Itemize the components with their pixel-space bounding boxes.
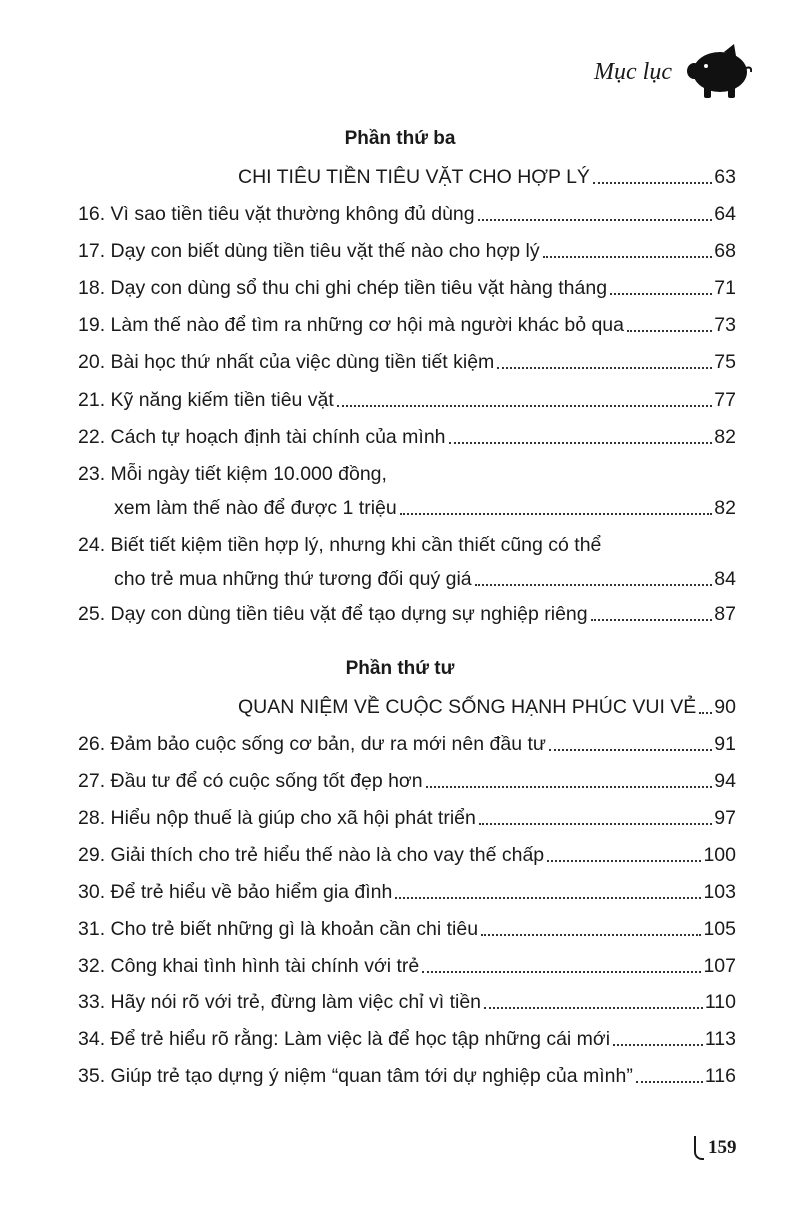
piggy-bank-icon (684, 44, 752, 100)
toc-entry[interactable] (78, 602, 736, 626)
page-header (594, 44, 752, 100)
toc-entry[interactable] (78, 917, 736, 941)
toc-entry[interactable] (78, 202, 736, 226)
toc-entry-line1[interactable]: 24. Biết tiết kiệm tiền hợp lý, nhưng khi cần thiết cũng có thể (78, 534, 602, 556)
entry-page: 91 (714, 733, 736, 755)
part-title: Phần thứ tư (345, 658, 455, 679)
entry-text: 33. Hãy nói rõ với trẻ, đừng làm việc chỉ vì tiền (78, 991, 482, 1013)
page-footer (694, 1136, 737, 1160)
toc-entry[interactable] (78, 350, 736, 374)
toc-entry[interactable] (78, 276, 736, 300)
page-number: 159 (708, 1137, 737, 1158)
leader-dots (549, 748, 712, 751)
leader-dots (627, 329, 712, 332)
toc-entry[interactable] (78, 954, 736, 978)
entry-page: 84 (714, 568, 736, 590)
toc-entry[interactable] (114, 496, 736, 520)
toc-entry[interactable] (78, 732, 736, 756)
entry-page: 107 (703, 955, 736, 977)
leader-dots (449, 441, 713, 444)
toc-entry[interactable] (78, 843, 736, 867)
leader-dots (591, 618, 713, 621)
toc-entry[interactable] (78, 425, 736, 449)
entry-text: 20. Bài học thứ nhất của việc dùng tiền tiết kiệm (78, 351, 495, 373)
leader-dots (610, 292, 712, 295)
entry-page: 94 (714, 770, 736, 792)
toc-entry[interactable] (78, 388, 736, 412)
entry-page: 73 (714, 314, 736, 336)
entry-page: 100 (703, 844, 736, 866)
leader-dots (426, 785, 713, 788)
section-title: Mục lục (594, 58, 672, 85)
entry-text: 35. Giúp trẻ tạo dựng ý niệm “quan tâm tới dự nghiệp của mình” (78, 1065, 633, 1087)
entry-page: 77 (714, 389, 736, 411)
toc-entry[interactable] (78, 990, 736, 1014)
leader-dots (475, 583, 713, 586)
toc-entry-main[interactable] (238, 165, 736, 189)
entry-text: 25. Dạy con dùng tiền tiêu vặt để tạo dựng sự nghiệp riêng (78, 603, 588, 625)
leader-dots (593, 181, 712, 184)
toc-entry[interactable] (78, 239, 736, 263)
entry-text: CHI TIÊU TIỀN TIÊU VẶT CHO HỢP LÝ (238, 166, 590, 188)
leader-dots (543, 255, 713, 258)
entry-page: 105 (703, 918, 736, 940)
toc-entry[interactable] (78, 313, 736, 337)
entry-text: xem làm thế nào để được 1 triệu (114, 497, 397, 519)
entry-page: 116 (704, 1065, 736, 1087)
toc-entry-line1[interactable]: 23. Mỗi ngày tiết kiệm 10.000 đồng, (78, 463, 387, 485)
toc-entry[interactable] (78, 769, 736, 793)
leader-dots (478, 218, 713, 221)
entry-text: 21. Kỹ năng kiếm tiền tiêu vặt (78, 389, 334, 411)
entry-text: 30. Để trẻ hiểu về bảo hiểm gia đình (78, 881, 393, 903)
entry-text: 29. Giải thích cho trẻ hiểu thế nào là cho vay thế chấp (78, 844, 545, 866)
toc-entry[interactable] (78, 1064, 736, 1088)
entry-page: 82 (714, 426, 736, 448)
leader-dots (481, 933, 701, 936)
leader-dots (613, 1043, 703, 1046)
entry-page: 75 (714, 351, 736, 373)
leader-dots (547, 859, 701, 862)
toc-entry[interactable] (78, 1027, 736, 1051)
page-bracket (694, 1136, 704, 1160)
entry-text: 22. Cách tự hoạch định tài chính của mình (78, 426, 446, 448)
entry-page: 113 (704, 1028, 736, 1050)
entry-page: 103 (703, 881, 736, 903)
entry-text: 31. Cho trẻ biết những gì là khoản cần chi tiêu (78, 918, 479, 940)
entry-text: 19. Làm thế nào để tìm ra những cơ hội mà người khác bỏ qua (78, 314, 624, 336)
entry-text: 32. Công khai tình hình tài chính với trẻ (78, 955, 420, 977)
entry-page: 64 (714, 203, 736, 225)
entry-text: 18. Dạy con dùng sổ thu chi ghi chép tiền tiêu vặt hàng tháng (78, 277, 608, 299)
entry-page: 68 (714, 240, 736, 262)
entry-page: 97 (714, 807, 736, 829)
entry-page: 110 (704, 991, 736, 1013)
leader-dots (400, 512, 713, 515)
entry-text: 28. Hiểu nộp thuế là giúp cho xã hội phát triển (78, 807, 476, 829)
leader-dots (422, 970, 701, 973)
entry-text: 16. Vì sao tiền tiêu vặt thường không đủ dùng (78, 203, 475, 225)
entry-page: 71 (714, 277, 736, 299)
part-title: Phần thứ ba (344, 128, 456, 149)
entry-page: 87 (714, 603, 736, 625)
entry-page: 90 (714, 696, 736, 718)
toc-entry-main[interactable] (238, 695, 736, 719)
toc-entry[interactable] (78, 806, 736, 830)
entry-text: cho trẻ mua những thứ tương đối quý giá (114, 568, 472, 590)
leader-dots (337, 404, 712, 407)
leader-dots (479, 822, 712, 825)
leader-dots (395, 896, 701, 899)
leader-dots (497, 366, 712, 369)
entry-text: QUAN NIỆM VỀ CUỘC SỐNG HẠNH PHÚC VUI VẺ (238, 696, 697, 718)
leader-dots (636, 1080, 703, 1083)
entry-page: 63 (714, 166, 736, 188)
toc-entry[interactable] (114, 567, 736, 591)
entry-text: 26. Đảm bảo cuộc sống cơ bản, dư ra mới nên đầu tư (78, 733, 546, 755)
leader-dots (699, 711, 712, 714)
entry-text: 17. Dạy con biết dùng tiền tiêu vặt thế nào cho hợp lý (78, 240, 540, 262)
toc-entry[interactable] (78, 880, 736, 904)
leader-dots (484, 1006, 703, 1009)
entry-text: 34. Để trẻ hiểu rõ rằng: Làm việc là để học tập những cái mới (78, 1028, 611, 1050)
entry-page: 82 (714, 497, 736, 519)
entry-text: 27. Đầu tư để có cuộc sống tốt đẹp hơn (78, 770, 423, 792)
